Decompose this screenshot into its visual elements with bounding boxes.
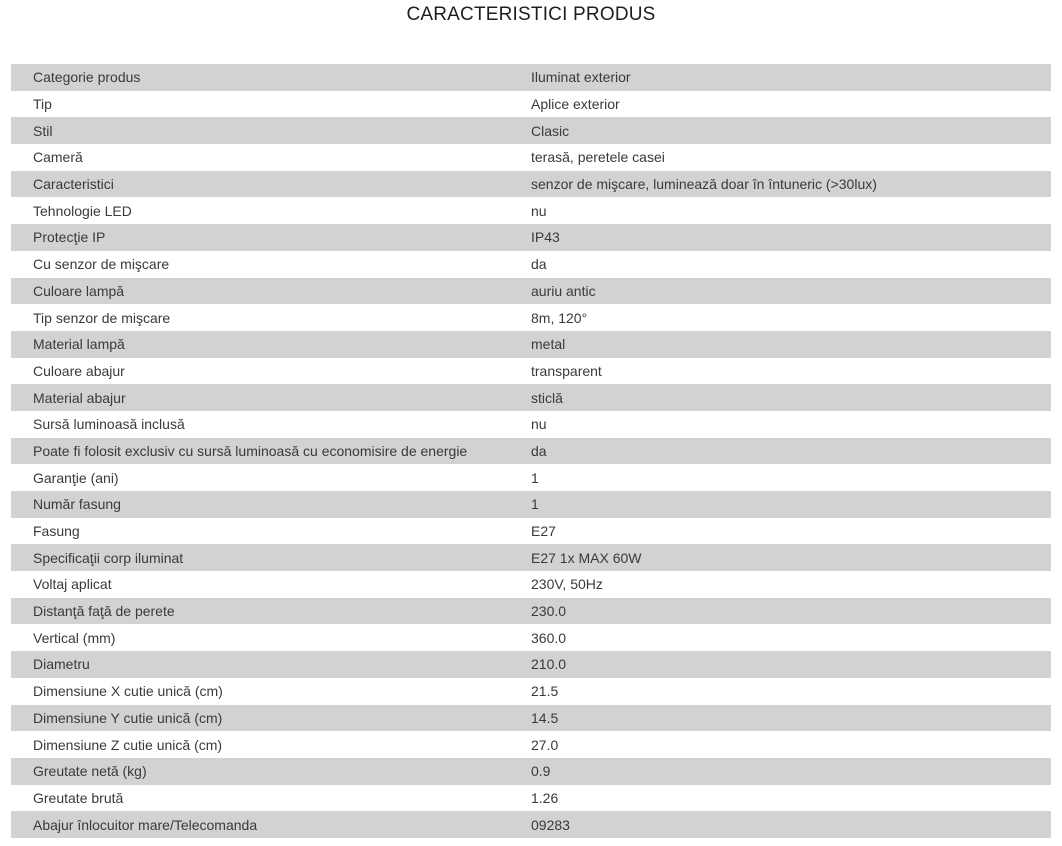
spec-value: Clasic — [531, 117, 1051, 144]
spec-row — [11, 731, 1051, 758]
spec-value: 14.5 — [531, 705, 1051, 732]
spec-value: 1 — [531, 491, 1051, 518]
spec-value: E27 1x MAX 60W — [531, 544, 1051, 571]
spec-row — [11, 411, 1051, 438]
spec-label: Protecţie IP — [11, 224, 531, 251]
spec-row — [11, 758, 1051, 785]
specs-table — [11, 64, 1051, 838]
spec-row — [11, 811, 1051, 838]
spec-row — [11, 171, 1051, 198]
spec-row — [11, 304, 1051, 331]
spec-label: Număr fasung — [11, 491, 531, 518]
spec-value: 210.0 — [531, 651, 1051, 678]
spec-row — [11, 438, 1051, 465]
spec-row — [11, 91, 1051, 118]
spec-value: 27.0 — [531, 731, 1051, 758]
spec-label: Tip — [11, 91, 531, 118]
spec-row — [11, 197, 1051, 224]
spec-label: Material abajur — [11, 384, 531, 411]
spec-row — [11, 544, 1051, 571]
spec-label: Categorie produs — [11, 64, 531, 91]
spec-value: auriu antic — [531, 278, 1051, 305]
spec-label: Vertical (mm) — [11, 624, 531, 651]
spec-label: Abajur înlocuitor mare/Telecomanda — [11, 811, 531, 838]
spec-value: 360.0 — [531, 624, 1051, 651]
spec-label: Dimensiune Z cutie unică (cm) — [11, 731, 531, 758]
spec-label: Cameră — [11, 144, 531, 171]
spec-value: Aplice exterior — [531, 91, 1051, 118]
spec-label: Greutate netă (kg) — [11, 758, 531, 785]
spec-label: Culoare abajur — [11, 358, 531, 385]
spec-row — [11, 464, 1051, 491]
spec-label: Specificaţii corp iluminat — [11, 544, 531, 571]
spec-row — [11, 785, 1051, 812]
spec-row — [11, 491, 1051, 518]
spec-value: IP43 — [531, 224, 1051, 251]
spec-label: Greutate brută — [11, 785, 531, 812]
spec-value: 230.0 — [531, 598, 1051, 625]
spec-row — [11, 678, 1051, 705]
spec-label: Diametru — [11, 651, 531, 678]
spec-value: nu — [531, 411, 1051, 438]
spec-row — [11, 251, 1051, 278]
spec-label: Dimensiune Y cutie unică (cm) — [11, 705, 531, 732]
spec-row — [11, 358, 1051, 385]
spec-label: Dimensiune X cutie unică (cm) — [11, 678, 531, 705]
spec-row — [11, 278, 1051, 305]
spec-label: Material lampă — [11, 331, 531, 358]
spec-value: da — [531, 251, 1051, 278]
spec-value: 09283 — [531, 811, 1051, 838]
spec-value: 21.5 — [531, 678, 1051, 705]
spec-label: Stil — [11, 117, 531, 144]
spec-row — [11, 624, 1051, 651]
spec-value: 1 — [531, 464, 1051, 491]
spec-value: senzor de mişcare, luminează doar în întuneric (>30lux) — [531, 171, 1051, 198]
spec-label: Tehnologie LED — [11, 197, 531, 224]
spec-row — [11, 598, 1051, 625]
spec-row — [11, 571, 1051, 598]
spec-label: Voltaj aplicat — [11, 571, 531, 598]
spec-row — [11, 224, 1051, 251]
spec-value: 1.26 — [531, 785, 1051, 812]
spec-value: 0.9 — [531, 758, 1051, 785]
spec-label: Cu senzor de mişcare — [11, 251, 531, 278]
spec-row — [11, 705, 1051, 732]
spec-label: Tip senzor de mişcare — [11, 304, 531, 331]
spec-value: E27 — [531, 518, 1051, 545]
spec-value: sticlă — [531, 384, 1051, 411]
spec-value: 230V, 50Hz — [531, 571, 1051, 598]
spec-value: terasă, peretele casei — [531, 144, 1051, 171]
spec-label: Fasung — [11, 518, 531, 545]
spec-row — [11, 384, 1051, 411]
spec-label: Culoare lampă — [11, 278, 531, 305]
spec-value: Iluminat exterior — [531, 64, 1051, 91]
section-title: CARACTERISTICI PRODUS — [406, 4, 656, 25]
spec-row — [11, 144, 1051, 171]
spec-label: Caracteristici — [11, 171, 531, 198]
spec-label: Poate fi folosit exclusiv cu sursă luminoasă cu economisire de energie — [11, 438, 531, 465]
spec-value: metal — [531, 331, 1051, 358]
spec-row — [11, 64, 1051, 91]
spec-row — [11, 331, 1051, 358]
spec-value: transparent — [531, 358, 1051, 385]
spec-value: da — [531, 438, 1051, 465]
specs-table-body — [11, 64, 1051, 838]
spec-label: Distanţă faţă de perete — [11, 598, 531, 625]
spec-row — [11, 117, 1051, 144]
spec-row — [11, 518, 1051, 545]
spec-label: Sursă luminoasă inclusă — [11, 411, 531, 438]
spec-label: Garanţie (ani) — [11, 464, 531, 491]
spec-row — [11, 651, 1051, 678]
spec-value: 8m, 120° — [531, 304, 1051, 331]
spec-value: nu — [531, 197, 1051, 224]
